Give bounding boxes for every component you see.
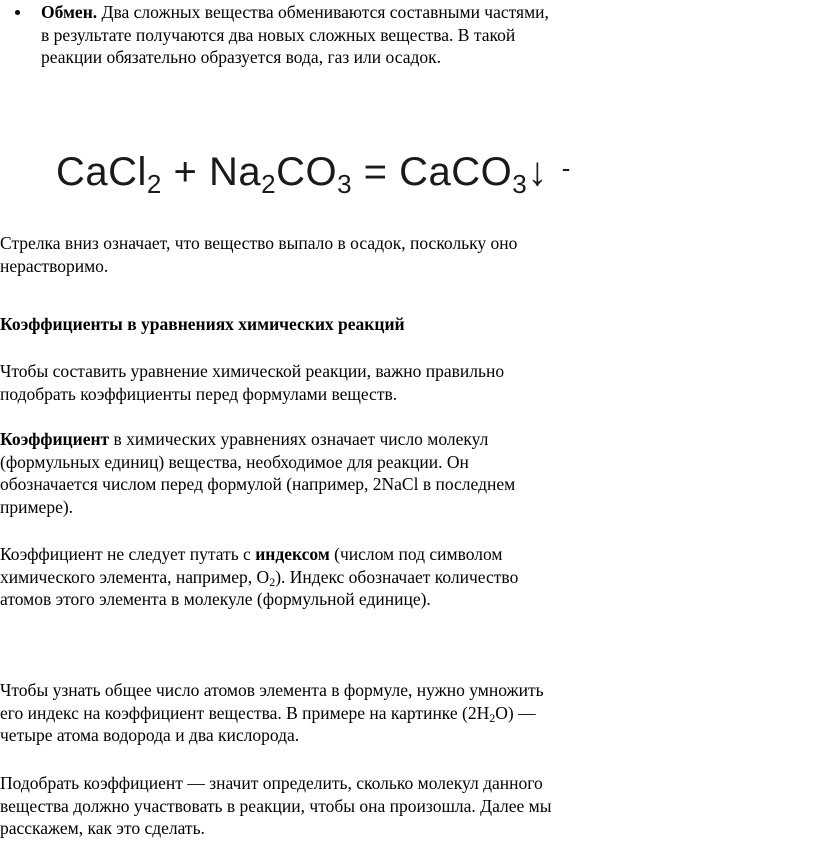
bullet-list <box>0 1 560 69</box>
index-subscript: 2 <box>269 574 276 589</box>
index-term: индексом <box>255 544 330 564</box>
atoms-paragraph <box>0 679 560 747</box>
atoms-subscript: 2 <box>489 710 496 725</box>
index-text-mid: (числом под символом химического элемента, например, O <box>0 544 503 587</box>
equals-sign: = <box>352 150 400 194</box>
section-heading: Коэффициенты в уравнениях химических реакций <box>0 314 405 334</box>
reactant-2-index-b: 3 <box>337 169 353 199</box>
coefficient-paragraph <box>0 428 560 518</box>
precipitate-arrow-icon: ↓ <box>527 150 548 194</box>
exchange-term: Обмен. <box>41 2 98 22</box>
exchange-description: Два сложных вещества обмениваются составными частями, в результате получаются два новых сложных вещества. В такой реакции обязательно образуется вода, газ или осадок. <box>41 2 549 67</box>
list-item-exchange <box>0 1 560 69</box>
reaction-equation <box>56 138 571 202</box>
equation-tail: - <box>561 153 571 183</box>
arrow-note: Стрелка вниз означает, что вещество выпало в осадок, поскольку оно нерастворимо. <box>0 233 518 276</box>
reactant-1-symbol: CaCl <box>56 150 147 194</box>
reactant-2-index-a: 2 <box>261 169 277 199</box>
plus-sign: + <box>161 150 209 194</box>
product-1-index: 3 <box>512 169 528 199</box>
coefficient-description: в химических уравнениях означает число молекул (формульных единиц) вещества, необходимое для реакции. Он обозначается числом перед формулой (например, 2NaCl в последнем примере). <box>0 429 516 517</box>
bullet-dot <box>15 10 20 15</box>
index-text-pre: Коэффициент не следует путать с <box>0 544 256 564</box>
final-paragraph: Подобрать коэффициент — значит определить, сколько молекул данного вещества должно участвовать в реакции, чтобы она произошла. Далее мы расскажем, как это сделать. <box>0 773 552 838</box>
index-text-post: ). Индекс обозначает количество атомов этого элемента в молекуле (формульной единице). <box>0 566 519 609</box>
index-paragraph <box>0 543 560 611</box>
atoms-text-pre: Чтобы узнать общее число атомов элемента в формуле, нужно умножить его индекс на коэффициент вещества. В примере на картинке (2H <box>0 680 544 723</box>
reactant-1-index: 2 <box>146 169 162 199</box>
reactant-2-symbol-b: CO <box>276 150 338 194</box>
atoms-text-post: O) — четыре атома водорода и два кислорода. <box>0 702 536 745</box>
reactant-2-symbol-a: Na <box>208 150 262 194</box>
coefficient-term: Коэффициент <box>0 429 110 449</box>
product-1-symbol: CaCO <box>399 150 513 194</box>
intro-paragraph: Чтобы составить уравнение химической реакции, важно правильно подобрать коэффициенты перед формулами веществ. <box>0 361 505 404</box>
